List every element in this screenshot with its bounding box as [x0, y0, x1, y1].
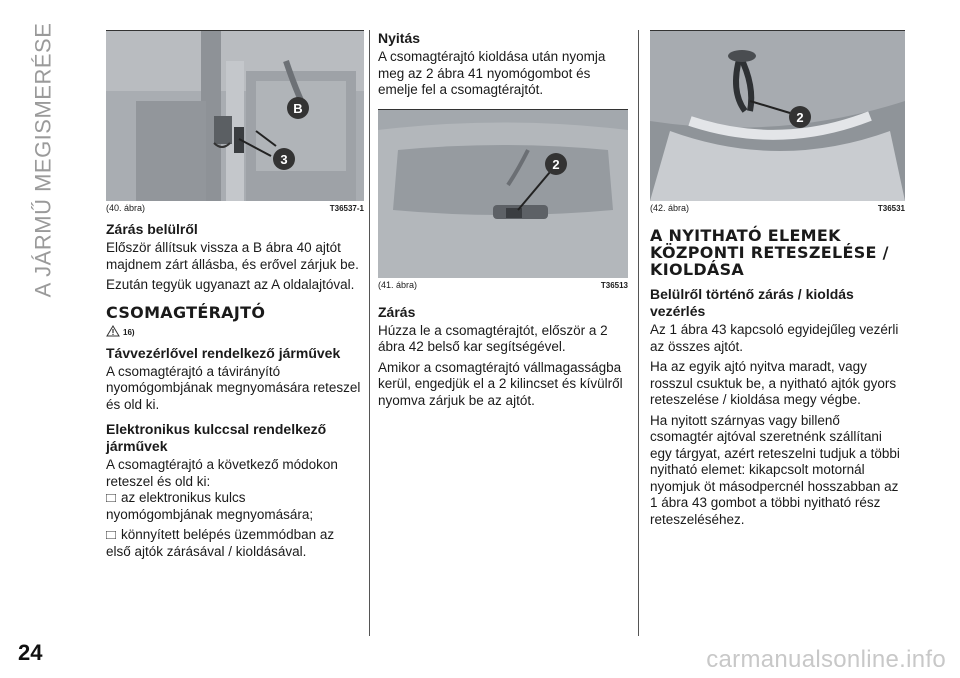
paragraph: első ajtók zárásával / kioldásával.	[106, 543, 307, 559]
heading-elektronikus: Elektronikus kulccsal rendelkező járművek	[106, 421, 327, 454]
paragraph: Először állítsuk vissza a B ábra 40 ajtót majdnem zárt állásba, és erővel zárjuk be.	[106, 240, 359, 272]
column-1	[106, 30, 364, 564]
warning-ref-number: 16)	[123, 327, 135, 337]
figure-42-illustration	[650, 31, 905, 201]
heading-tavvezerlo: Távvezérlővel rendelkező járművek	[106, 344, 341, 361]
paragraph: Ha nyitott szárnyas vagy billenő csomagtér ajtóval szeretnénk szállítani egy tárgyat, azért reteszelni tudjuk a többi nyitható elemet: kikapcsolt motornál nyomjuk öt másodpercnél hosszabban az 1 ábra 43 gombot a többi nyitható rész reteszeléséhez.	[650, 412, 900, 527]
paragraph: nyomógombjának megnyomására;	[106, 506, 314, 522]
heading-nyithato-elemek: A NYITHATÓ ELEMEK KÖZPONTI RETESZELÉSE / KIOLDÁSA	[650, 226, 889, 279]
column-divider	[369, 30, 370, 636]
watermark: carmanualsonline.info	[706, 646, 946, 673]
column-divider	[638, 30, 639, 636]
bullet-icon	[106, 531, 116, 539]
heading-nyitas: Nyitás	[378, 30, 421, 46]
paragraph: A csomagtérajtó a következő módokon reteszel és old ki:	[106, 457, 338, 489]
section-title: A JÁRMŰ MEGISMERÉSE	[30, 22, 55, 298]
paragraph: A csomagtérajtó kioldása után nyomja meg az 2 ábra 41 nyomógombot és emelje fel a csomagtérajtót.	[378, 49, 606, 97]
heading-zaras-belulrol: Zárás belülről	[106, 221, 198, 237]
callout-label-2: 2	[552, 156, 560, 172]
list-item: könnyített belépés üzemmódban az	[106, 527, 364, 544]
paragraph: Húzza le a csomagtérajtót, először a 2 ábra 42 belső kar segítségével.	[378, 322, 608, 354]
figure-41	[378, 109, 628, 290]
figure-41-illustration	[378, 110, 628, 278]
paragraph: Ezután tegyük ugyanazt az A oldalajtóval.	[106, 277, 355, 292]
paragraph: Ha az egyik ajtó nyitva maradt, vagy rosszul csuktuk be, a nyitható ajtók gyors reteszelése / kioldása megy végbe.	[650, 359, 897, 407]
figure-caption: (41. ábra)	[378, 279, 418, 290]
column-2	[378, 30, 628, 413]
callout-label-2: 2	[796, 110, 804, 125]
column-3	[650, 30, 905, 532]
figure-caption: (42. ábra)	[650, 203, 690, 213]
figure-40-illustration	[106, 31, 364, 201]
figure-code: T36513	[600, 280, 628, 290]
figure-40	[106, 30, 364, 213]
heading-csomagterajto: CSOMAGTÉRAJTÓ	[106, 302, 266, 322]
figure-caption: (40. ábra)	[106, 203, 146, 213]
callout-label-3: 3	[280, 152, 288, 167]
figure-42	[650, 30, 905, 213]
figure-code: T36537-1	[329, 204, 364, 213]
page-number: 24	[18, 640, 43, 665]
bullet-icon	[106, 494, 116, 502]
paragraph: A csomagtérajtó a távirányító nyomógombjának megnyomására reteszel és old ki.	[106, 363, 361, 412]
warning-triangle-icon	[106, 325, 120, 337]
heading-zaras: Zárás	[378, 303, 416, 320]
list-item: az elektronikus kulcs	[106, 490, 364, 507]
heading-belulrol: Belülről történő zárás / kioldás vezérlés	[650, 286, 854, 319]
callout-label-b: B	[293, 101, 303, 116]
figure-code: T36531	[877, 204, 905, 213]
warning-reference	[106, 325, 364, 337]
paragraph: Az 1 ábra 43 kapcsoló egyidejűleg vezérli az összes ajtót.	[650, 322, 899, 354]
paragraph: Amikor a csomagtérajtó vállmagasságba kerül, engedjük el a 2 kilincset és kívülről nyomva zárjuk be az ajtót.	[378, 359, 623, 408]
